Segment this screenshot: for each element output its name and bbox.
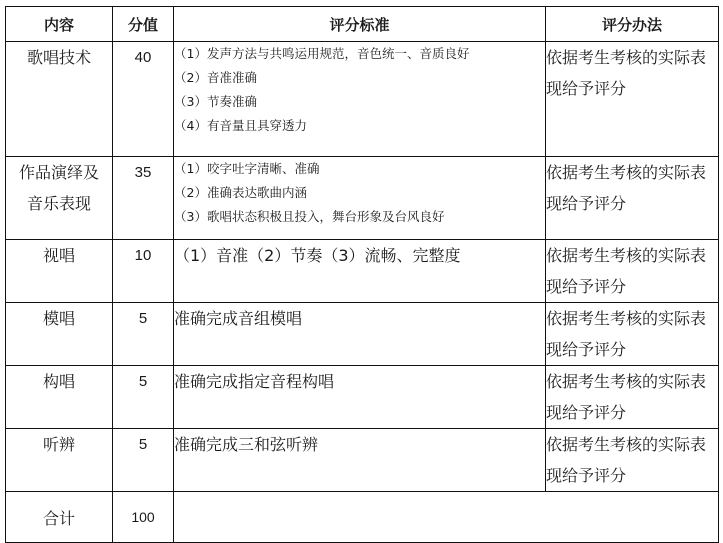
scoring-table [5,6,719,543]
header-score: 分值 [113,7,174,42]
total-row [6,492,719,543]
item-name [6,157,113,240]
criteria-line: 准确完成音组模唱 [174,309,303,328]
table-row [6,240,719,303]
item-criteria [174,429,546,492]
item-score: 5 [113,429,174,492]
criteria-line: （4）有音量且具穿透力 [174,118,307,133]
criteria-line: （1）音准（2）节奏（3）流畅、完整度 [174,246,461,265]
item-method: 依据考生考核的实际表现给予评分 [546,42,719,157]
item-score: 10 [113,240,174,303]
criteria-line: （2）音准准确 [174,70,257,85]
item-name: 构唱 [6,366,113,429]
item-method: 依据考生考核的实际表现给予评分 [546,240,719,303]
item-criteria [174,366,546,429]
item-score: 35 [113,157,174,240]
total-empty-cell [174,492,719,543]
total-label: 合计 [6,492,113,543]
item-score: 40 [113,42,174,157]
header-method: 评分办法 [546,7,719,42]
item-name-line: 作品演绎及 [18,163,99,182]
criteria-line: 准确完成指定音程构唱 [174,372,335,391]
table-row [6,157,719,240]
item-method: 依据考生考核的实际表现给予评分 [546,366,719,429]
item-criteria [174,157,546,240]
item-method: 依据考生考核的实际表现给予评分 [546,303,719,366]
header-row [6,7,719,42]
criteria-line: （1）发声方法与共鸣运用规范，音色统一、音质良好 [174,46,470,61]
table-row [6,42,719,157]
header-content: 内容 [6,7,113,42]
table-row [6,366,719,429]
item-criteria [174,303,546,366]
item-score: 5 [113,303,174,366]
item-method: 依据考生考核的实际表现给予评分 [546,429,719,492]
item-criteria [174,42,546,157]
item-name: 模唱 [6,303,113,366]
item-score: 5 [113,366,174,429]
item-criteria [174,240,546,303]
criteria-line: 准确完成三和弦听辨 [174,435,319,454]
item-name: 视唱 [6,240,113,303]
table-row [6,303,719,366]
item-name: 歌唱技术 [6,42,113,157]
total-score: 100 [113,492,174,543]
criteria-line: （1）咬字吐字清晰、准确 [174,161,320,176]
item-name-line: 音乐表现 [26,194,91,213]
table-row [6,429,719,492]
item-method: 依据考生考核的实际表现给予评分 [546,157,719,240]
criteria-line: （2）准确表达歌曲内涵 [174,185,307,200]
header-standard: 评分标准 [174,7,546,42]
criteria-line: （3）节奏准确 [174,94,257,109]
criteria-line: （3）歌唱状态积极且投入，舞台形象及台风良好 [174,209,445,224]
item-name: 听辨 [6,429,113,492]
